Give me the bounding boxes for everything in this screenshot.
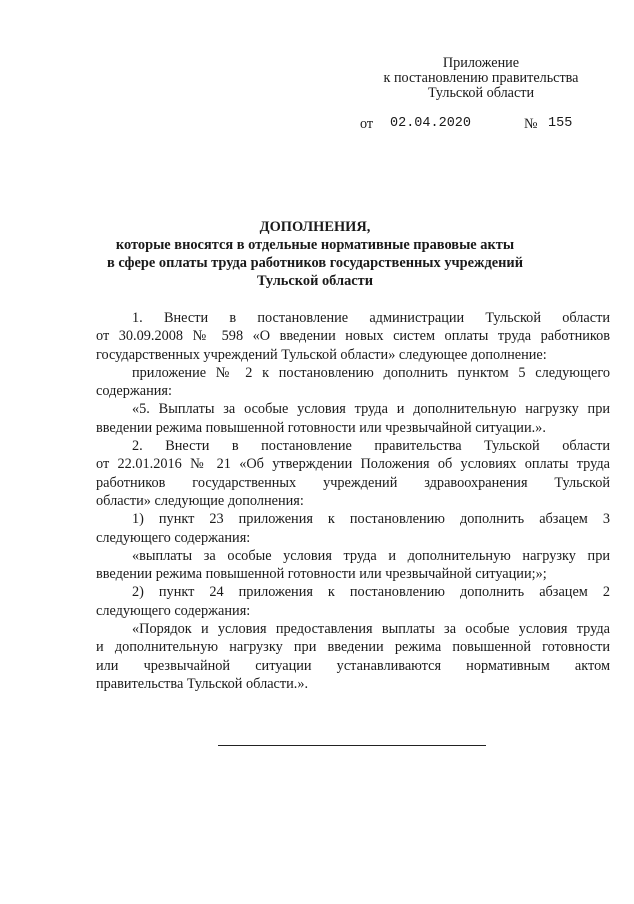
- appendix-title: Приложение: [442, 55, 520, 71]
- body-line: введении режима повышенной готовности или чрезвычайной ситуации.».: [96, 419, 546, 436]
- closing-rule: [218, 745, 486, 746]
- title-heading: ДОПОЛНЕНИЯ,: [259, 219, 371, 235]
- body-line: или чрезвычайной ситуации устанавливаются нормативным актом: [96, 657, 610, 674]
- document-date: 02.04.2020: [390, 116, 472, 131]
- body-line: 1. Внести в постановление администрации Тульской области: [132, 310, 610, 326]
- document-title: [100, 218, 530, 290]
- number-label: №: [524, 116, 538, 132]
- appendix-block: [366, 56, 596, 101]
- body-line: государственных учреждений Тульской области» следующее дополнение:: [96, 346, 547, 363]
- body-line: от 30.09.2008 № 598 «О введении новых систем оплаты труда работников: [96, 328, 610, 345]
- date-label: от: [360, 116, 374, 132]
- body-line: содержания:: [96, 383, 172, 400]
- body-line: и дополнительную нагрузку при введении режима повышенной готовности: [96, 639, 610, 656]
- body-line: следующего содержания:: [96, 529, 251, 546]
- body-line: 2. Внести в постановление правительства Тульской области: [132, 438, 610, 455]
- body-line: следующего содержания:: [96, 602, 251, 619]
- body-line: приложение № 2 к постановлению дополнить пунктом 5 следующего: [132, 364, 610, 381]
- body-line: 2) пункт 24 приложения к постановлению дополнить абзацем 2: [132, 584, 610, 601]
- document-number: 155: [548, 116, 573, 131]
- body-line: области» следующие дополнения:: [96, 492, 304, 509]
- body-line: «выплаты за особые условия труда и дополнительную нагрузку при: [132, 547, 610, 564]
- body-line: от 22.01.2016 № 21 «Об утверждении Положения об условиях оплаты труда: [96, 456, 610, 473]
- appendix-reference: к постановлению правительства: [383, 70, 579, 86]
- body-line: 1) пункт 23 приложения к постановлению дополнить абзацем 3: [132, 511, 610, 528]
- body-line: «5. Выплаты за особые условия труда и дополнительную нагрузку при: [132, 401, 610, 418]
- body-line: правительства Тульской области.».: [96, 675, 309, 692]
- title-line: Тульской области: [256, 273, 374, 289]
- body-line: работников государственных учреждений здравоохранения Тульской: [96, 474, 610, 491]
- body-line: «Порядок и условия предоставления выплаты за особые условия труда: [132, 621, 610, 638]
- title-line: которые вносятся в отдельные нормативные правовые акты: [115, 237, 515, 253]
- appendix-region: Тульской области: [427, 85, 535, 101]
- body-line: введении режима повышенной готовности или чрезвычайной ситуации;»;: [96, 566, 547, 583]
- title-line: в сфере оплаты труда работников государственных учреждений: [106, 255, 523, 271]
- document-body: [96, 309, 610, 693]
